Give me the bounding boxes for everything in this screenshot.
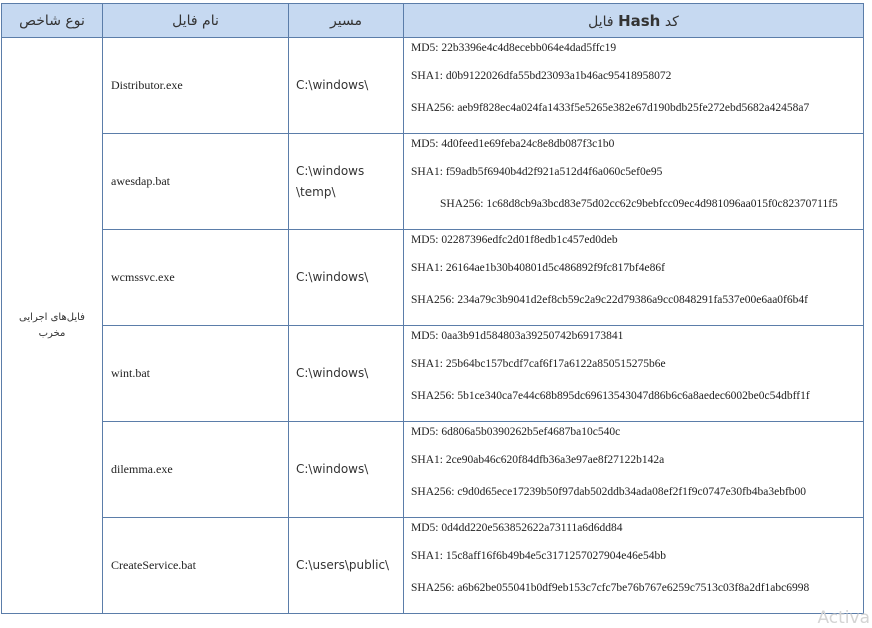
sha256-hash: SHA256: 5b1ce340ca7e44c68b895dc69613543047d86b6c6a8aedec6002be0c54dbff1f — [411, 389, 810, 402]
header-path: مسیر — [289, 4, 404, 38]
indicator-type-cell — [2, 38, 103, 614]
ioc-table — [1, 3, 864, 614]
header-row — [2, 4, 864, 38]
md5-hash: MD5: 02287396edfc2d01f8edb1c457ed0deb — [411, 234, 618, 246]
sha256-hash: SHA256: aeb9f828ec4a024fa1433f5e5265e382e67d190bdb25fe272ebd5682a42458a7 — [411, 101, 810, 114]
sha256-hash: SHA256: a6b62be055041b0df9eb153c7cfc7be76b767e6259c7513c03f8a2df1abc6998 — [411, 581, 810, 594]
md5-hash: MD5: 0aa3b91d584803a39250742b69173841 — [411, 330, 624, 342]
sha256-hash: SHA256: 1c68d8cb9a3bcd83e75d02cc62c9bebfcc09ec4d981096aa015f0c82370711f5 — [440, 197, 838, 210]
file-name-cell: awesdap.bat — [103, 134, 289, 230]
file-name-cell: CreateService.bat — [103, 518, 289, 614]
path-cell — [289, 134, 404, 230]
path-cell: C:\windows\ — [289, 38, 404, 134]
hash-cell — [404, 230, 864, 326]
sha1-hash: SHA1: d0b9122026dfa55bd23093a1b46ac95418958072 — [411, 70, 672, 82]
path-line2: \temp\ — [296, 184, 336, 199]
path-cell: C:\windows\ — [289, 326, 404, 422]
hash-cell — [404, 518, 864, 614]
sha1-hash: SHA1: 26164ae1b30b40801d5c486892f9fc817bf4e86f — [411, 262, 665, 274]
md5-hash: MD5: 0d4dd220e563852622a73111a6d6dd84 — [411, 522, 623, 534]
header-hash-prefix: کد — [664, 13, 679, 30]
md5-hash: MD5: 6d806a5b0390262b5ef4687ba10c540c — [411, 426, 621, 438]
file-name-cell: Distributor.exe — [103, 38, 289, 134]
indicator-type-line2: مخرب — [38, 327, 66, 339]
hash-cell — [404, 326, 864, 422]
file-name-cell: wint.bat — [103, 326, 289, 422]
sha256-hash: SHA256: 234a79c3b9041d2ef8cb59c2a9c22d79386a9cc0848291fa537e00e6aa0f6b4f — [411, 293, 808, 306]
table-row — [2, 230, 864, 326]
sha1-hash: SHA1: 2ce90ab46c620f84dfb36a3e97ae8f27122b142a — [411, 454, 665, 466]
table-row — [2, 38, 864, 134]
indicator-type-line1: فایل‌های اجرایی — [19, 311, 85, 323]
md5-hash: MD5: 4d0feed1e69feba24c8e8db087f3c1b0 — [411, 138, 615, 150]
sha1-hash: SHA1: f59adb5f6940b4d2f921a512d4f6a060c5ef0e95 — [411, 166, 663, 178]
md5-hash: MD5: 22b3396e4c4d8ecebb064e4dad5ffc19 — [411, 42, 617, 54]
hash-cell — [404, 422, 864, 518]
table-row — [2, 518, 864, 614]
header-indicator-type: نوع شاخص — [2, 4, 103, 38]
header-hash-en: Hash — [618, 11, 661, 30]
sha1-hash: SHA1: 15c8aff16f6b49b4e5c3171257027904e46e54bb — [411, 550, 666, 562]
sha1-hash: SHA1: 25b64bc157bcdf7caf6f17a6122a850515275b6e — [411, 358, 666, 370]
header-file-hash — [404, 4, 864, 38]
table-row — [2, 422, 864, 518]
file-name-cell: dilemma.exe — [103, 422, 289, 518]
path-cell: C:\windows\ — [289, 230, 404, 326]
path-line1: C:\windows — [296, 163, 365, 178]
hash-cell — [404, 134, 864, 230]
table-row — [2, 326, 864, 422]
file-name-cell: wcmssvc.exe — [103, 230, 289, 326]
sha256-hash: SHA256: c9d0d65ece17239b50f97dab502ddb34ada08ef2f1f9c0747e30fb4ba3ebfb00 — [411, 485, 807, 498]
path-cell: C:\windows\ — [289, 422, 404, 518]
header-file-name: نام فایل — [103, 4, 289, 38]
path-cell: C:\users\public\ — [289, 518, 404, 614]
table-row — [2, 134, 864, 230]
header-hash-suffix: فایل — [588, 13, 614, 30]
hash-cell — [404, 38, 864, 134]
activation-watermark: Activa — [817, 608, 870, 628]
